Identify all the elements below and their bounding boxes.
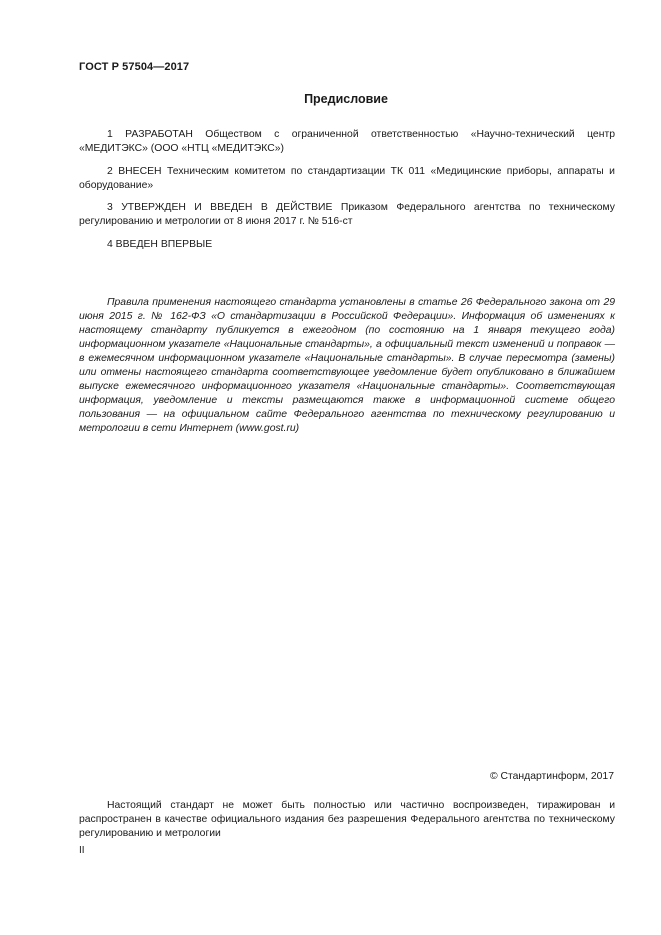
page-number: II <box>79 845 85 856</box>
standard-code: ГОСТ Р 57504—2017 <box>79 61 190 73</box>
reproduction-notice: Настоящий стандарт не может быть полностью или частично воспроизведен, тиражирован и распространен в качестве официального издания без разрешения Федерального агентства по техническому регулированию и метрологии <box>79 800 615 839</box>
foreword-item-introduced: 2 ВНЕСЕН Техническим комитетом по стандартизации ТК 011 «Медицинские приборы, аппараты и оборудование» <box>79 166 615 191</box>
foreword-item-developed: 1 РАЗРАБОТАН Обществом с ограниченной ответственностью «Научно-технический центр «МЕДИТЭКС» (ООО «НТЦ «МЕДИТЭКС») <box>79 129 615 154</box>
foreword-item-approved: 3 УТВЕРЖДЕН И ВВЕДЕН В ДЕЙСТВИЕ Приказом Федерального агентства по техническому регулированию и метрологии от 8 июня 2017 г. № 516-ст <box>79 202 615 227</box>
page-title: Предисловие <box>304 92 388 106</box>
foreword-item-first-introduced: 4 ВВЕДЕН ВПЕРВЫЕ <box>107 239 213 250</box>
copyright-notice: © Стандартинформ, 2017 <box>489 771 614 782</box>
application-rules-note: Правила применения настоящего стандарта установлены в статье 26 Федерального закона от 29 июня 2015 г. № 162-ФЗ «О стандартизации в Российской Федерации». Информация об изменениях к настоящему стандарту публикуется в ежегодном (по состоянию на 1 января текущего года) информационном указателе «Национальные стандарты», а официальный текст изменений и поправок — в ежемесячном информационном указателе «Национальные стандарты». В случае пересмотра (замены) или отмены настоящего стандарта соответствующее уведомление будет опубликовано в ближайшем выпуске ежемесячного информационного указателя «Национальные стандарты». Соответствующая информация, уведомление и тексты размещаются также в информационной системе общего пользования — на официальном сайте Федерального агентства по техническому регулированию и метрологии в сети Интернет (www.gost.ru) <box>79 297 615 434</box>
